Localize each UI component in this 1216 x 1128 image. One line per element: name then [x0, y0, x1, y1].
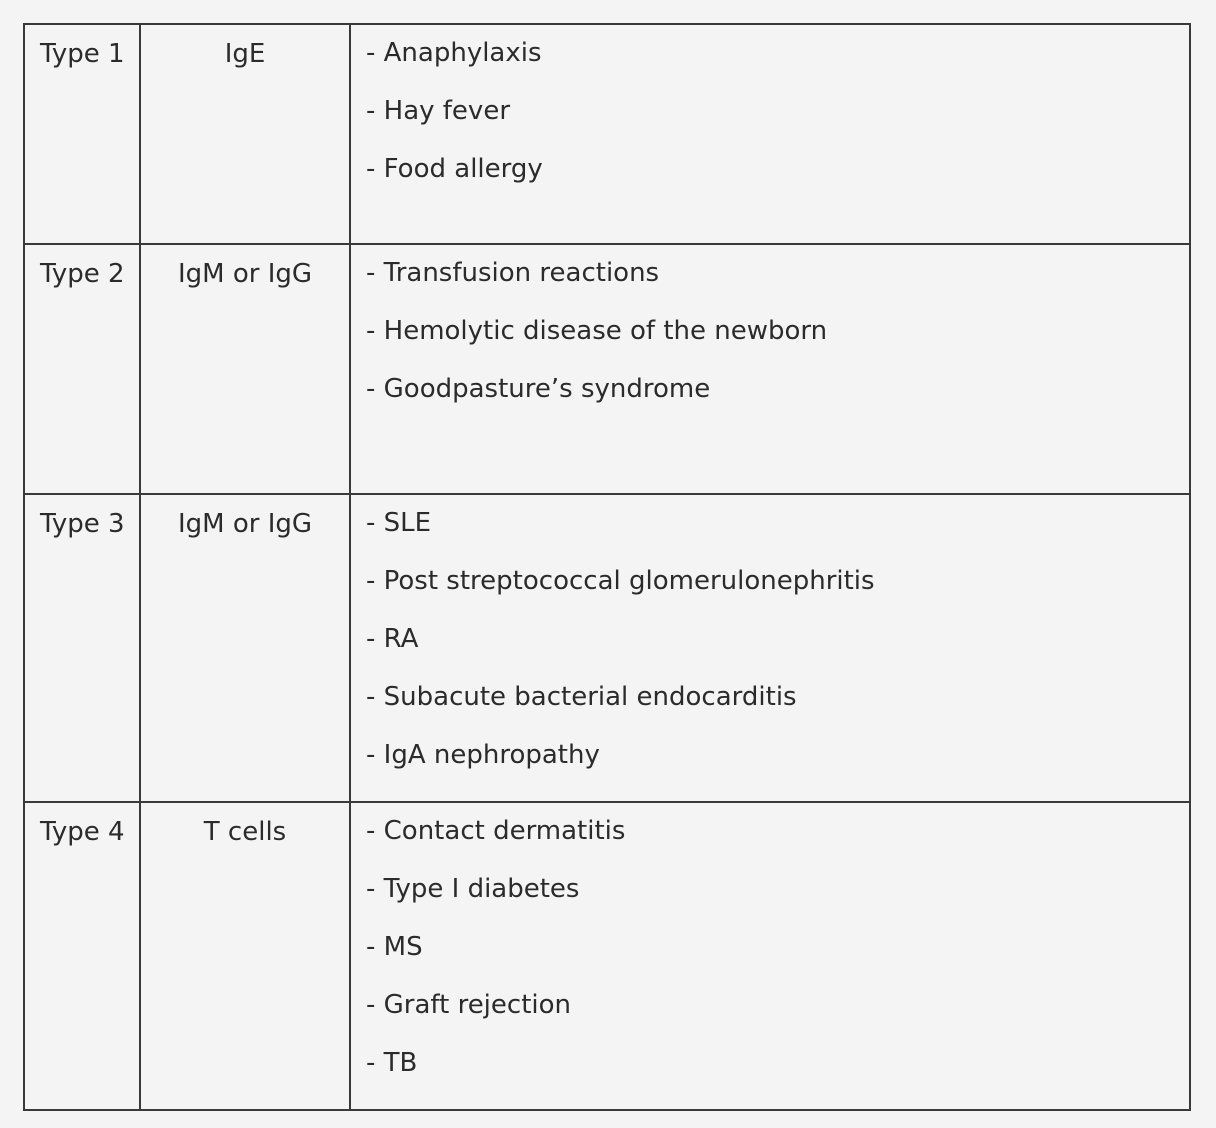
type-cell: Type 4 — [24, 802, 140, 1110]
example-item: - MS — [366, 932, 423, 962]
examples-cell — [350, 494, 1190, 802]
example-item: - Food allergy — [366, 154, 543, 184]
example-item: - TB — [366, 1048, 418, 1078]
example-item: - Type I diabetes — [366, 874, 580, 904]
type-cell: Type 3 — [24, 494, 140, 802]
mediator-cell: IgM or IgG — [140, 494, 350, 802]
table-row — [24, 802, 1190, 1110]
examples-cell — [350, 24, 1190, 244]
example-item: - RA — [366, 624, 419, 654]
example-item: - Transfusion reactions — [366, 258, 660, 288]
table-row — [24, 24, 1190, 244]
example-item: - Goodpasture’s syndrome — [366, 374, 711, 404]
example-item: - Hemolytic disease of the newborn — [366, 316, 828, 346]
example-item: - SLE — [366, 508, 432, 538]
examples-cell — [350, 244, 1190, 494]
example-item: - Post streptococcal glomerulonephritis — [366, 566, 875, 596]
table-row — [24, 494, 1190, 802]
mediator-cell: T cells — [140, 802, 350, 1110]
example-item: - Anaphylaxis — [366, 38, 542, 68]
hypersensitivity-table — [23, 23, 1191, 1111]
mediator-cell: IgE — [140, 24, 350, 244]
examples-cell — [350, 802, 1190, 1110]
type-cell: Type 1 — [24, 24, 140, 244]
example-item: - Subacute bacterial endocarditis — [366, 682, 797, 712]
table-row — [24, 244, 1190, 494]
example-item: - Hay fever — [366, 96, 511, 126]
mediator-cell: IgM or IgG — [140, 244, 350, 494]
type-cell: Type 2 — [24, 244, 140, 494]
example-item: - Graft rejection — [366, 990, 572, 1020]
example-item: - Contact dermatitis — [366, 816, 626, 846]
example-item: - IgA nephropathy — [366, 740, 600, 770]
